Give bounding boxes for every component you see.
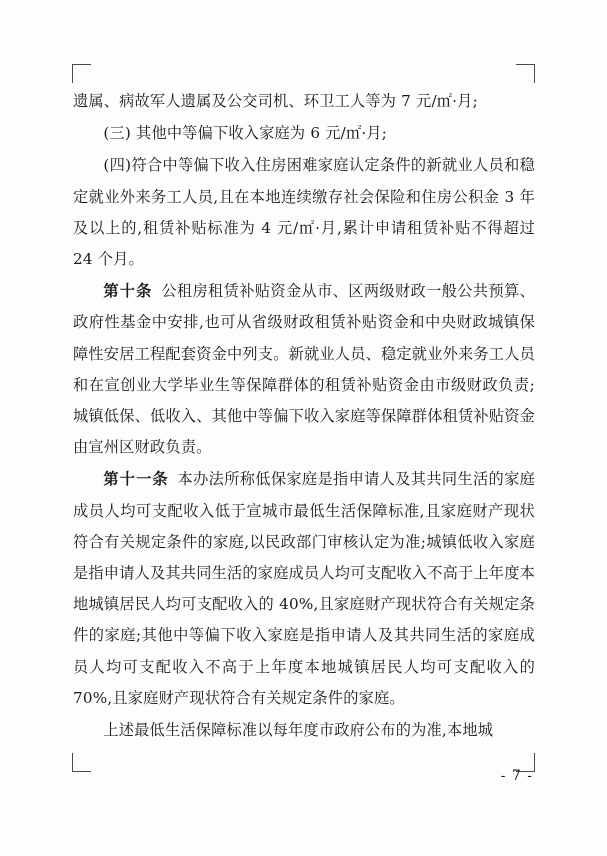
article-eleven-text: 本办法所称低保家庭是指申请人及其共同生活的家庭成员人均可支配收入低于宣城市最低生活保障标准,且家庭财产现状符合有关规定条件的家庭,以民政部门审核认定为准;城镇低收入家庭是指申请人及其共同生活的家庭成员人均可支配收入不高于上年度本地城镇居民人均可支配收入的 40%,且家庭财产现状符合有关规定条件的家庭;其他中等偏下收入家庭是指申请人及其共同生活的家庭成员人均可支配收入不高于上年度本地城镇居民人均可支配收入的 70%,且家庭财产现状符合有关规定条件的家庭。: [73, 470, 536, 707]
paragraph-item-four: (四)符合中等偏下收入住房困难家庭认定条件的新就业人员和稳定就业外来务工人员,且在本地连续缴存社会保险和住房公积金 3 年及以上的,租赁补贴标准为 4 元/㎡·月,累计申请租赁补贴不得超过 24 个月。: [73, 156, 535, 269]
article-label-ten: 第十条: [103, 282, 162, 301]
paragraph-item-three: (三) 其他中等偏下收入家庭为 6 元/㎡·月;: [103, 124, 388, 143]
crop-mark-top-right: [516, 64, 535, 83]
article-ten-text: 公租房租赁补贴资金从市、区两级财政一般公共预算、政府性基金中安排,也可从省级财政租赁补贴资金和中央财政城镇保障性安居工程配套资金中列支。新就业人员、稳定就业外来务工人员和在宣创业大学毕业生等保障群体的租赁补贴资金由市级财政负责;城镇低保、低收入、其他中等偏下收入家庭等保障群体租赁补贴资金由宣州区财政负责。: [73, 282, 535, 457]
document-body: [73, 86, 535, 747]
paragraph-article-ten: [73, 276, 535, 463]
article-label-eleven: 第十一条: [103, 470, 178, 489]
paragraph-continuation: 遗属、病故军人遗属及公交司机、环卫工人等为 7 元/㎡·月;: [73, 92, 478, 110]
crop-mark-top-left: [72, 64, 91, 83]
crop-mark-bottom-left: [72, 753, 91, 772]
page-number: - 7 -: [500, 768, 533, 784]
paragraph-article-eleven: [73, 464, 535, 714]
paragraph-closing: 上述最低生活保障标准以每年度市政府公布的为准,本地城: [103, 721, 494, 740]
